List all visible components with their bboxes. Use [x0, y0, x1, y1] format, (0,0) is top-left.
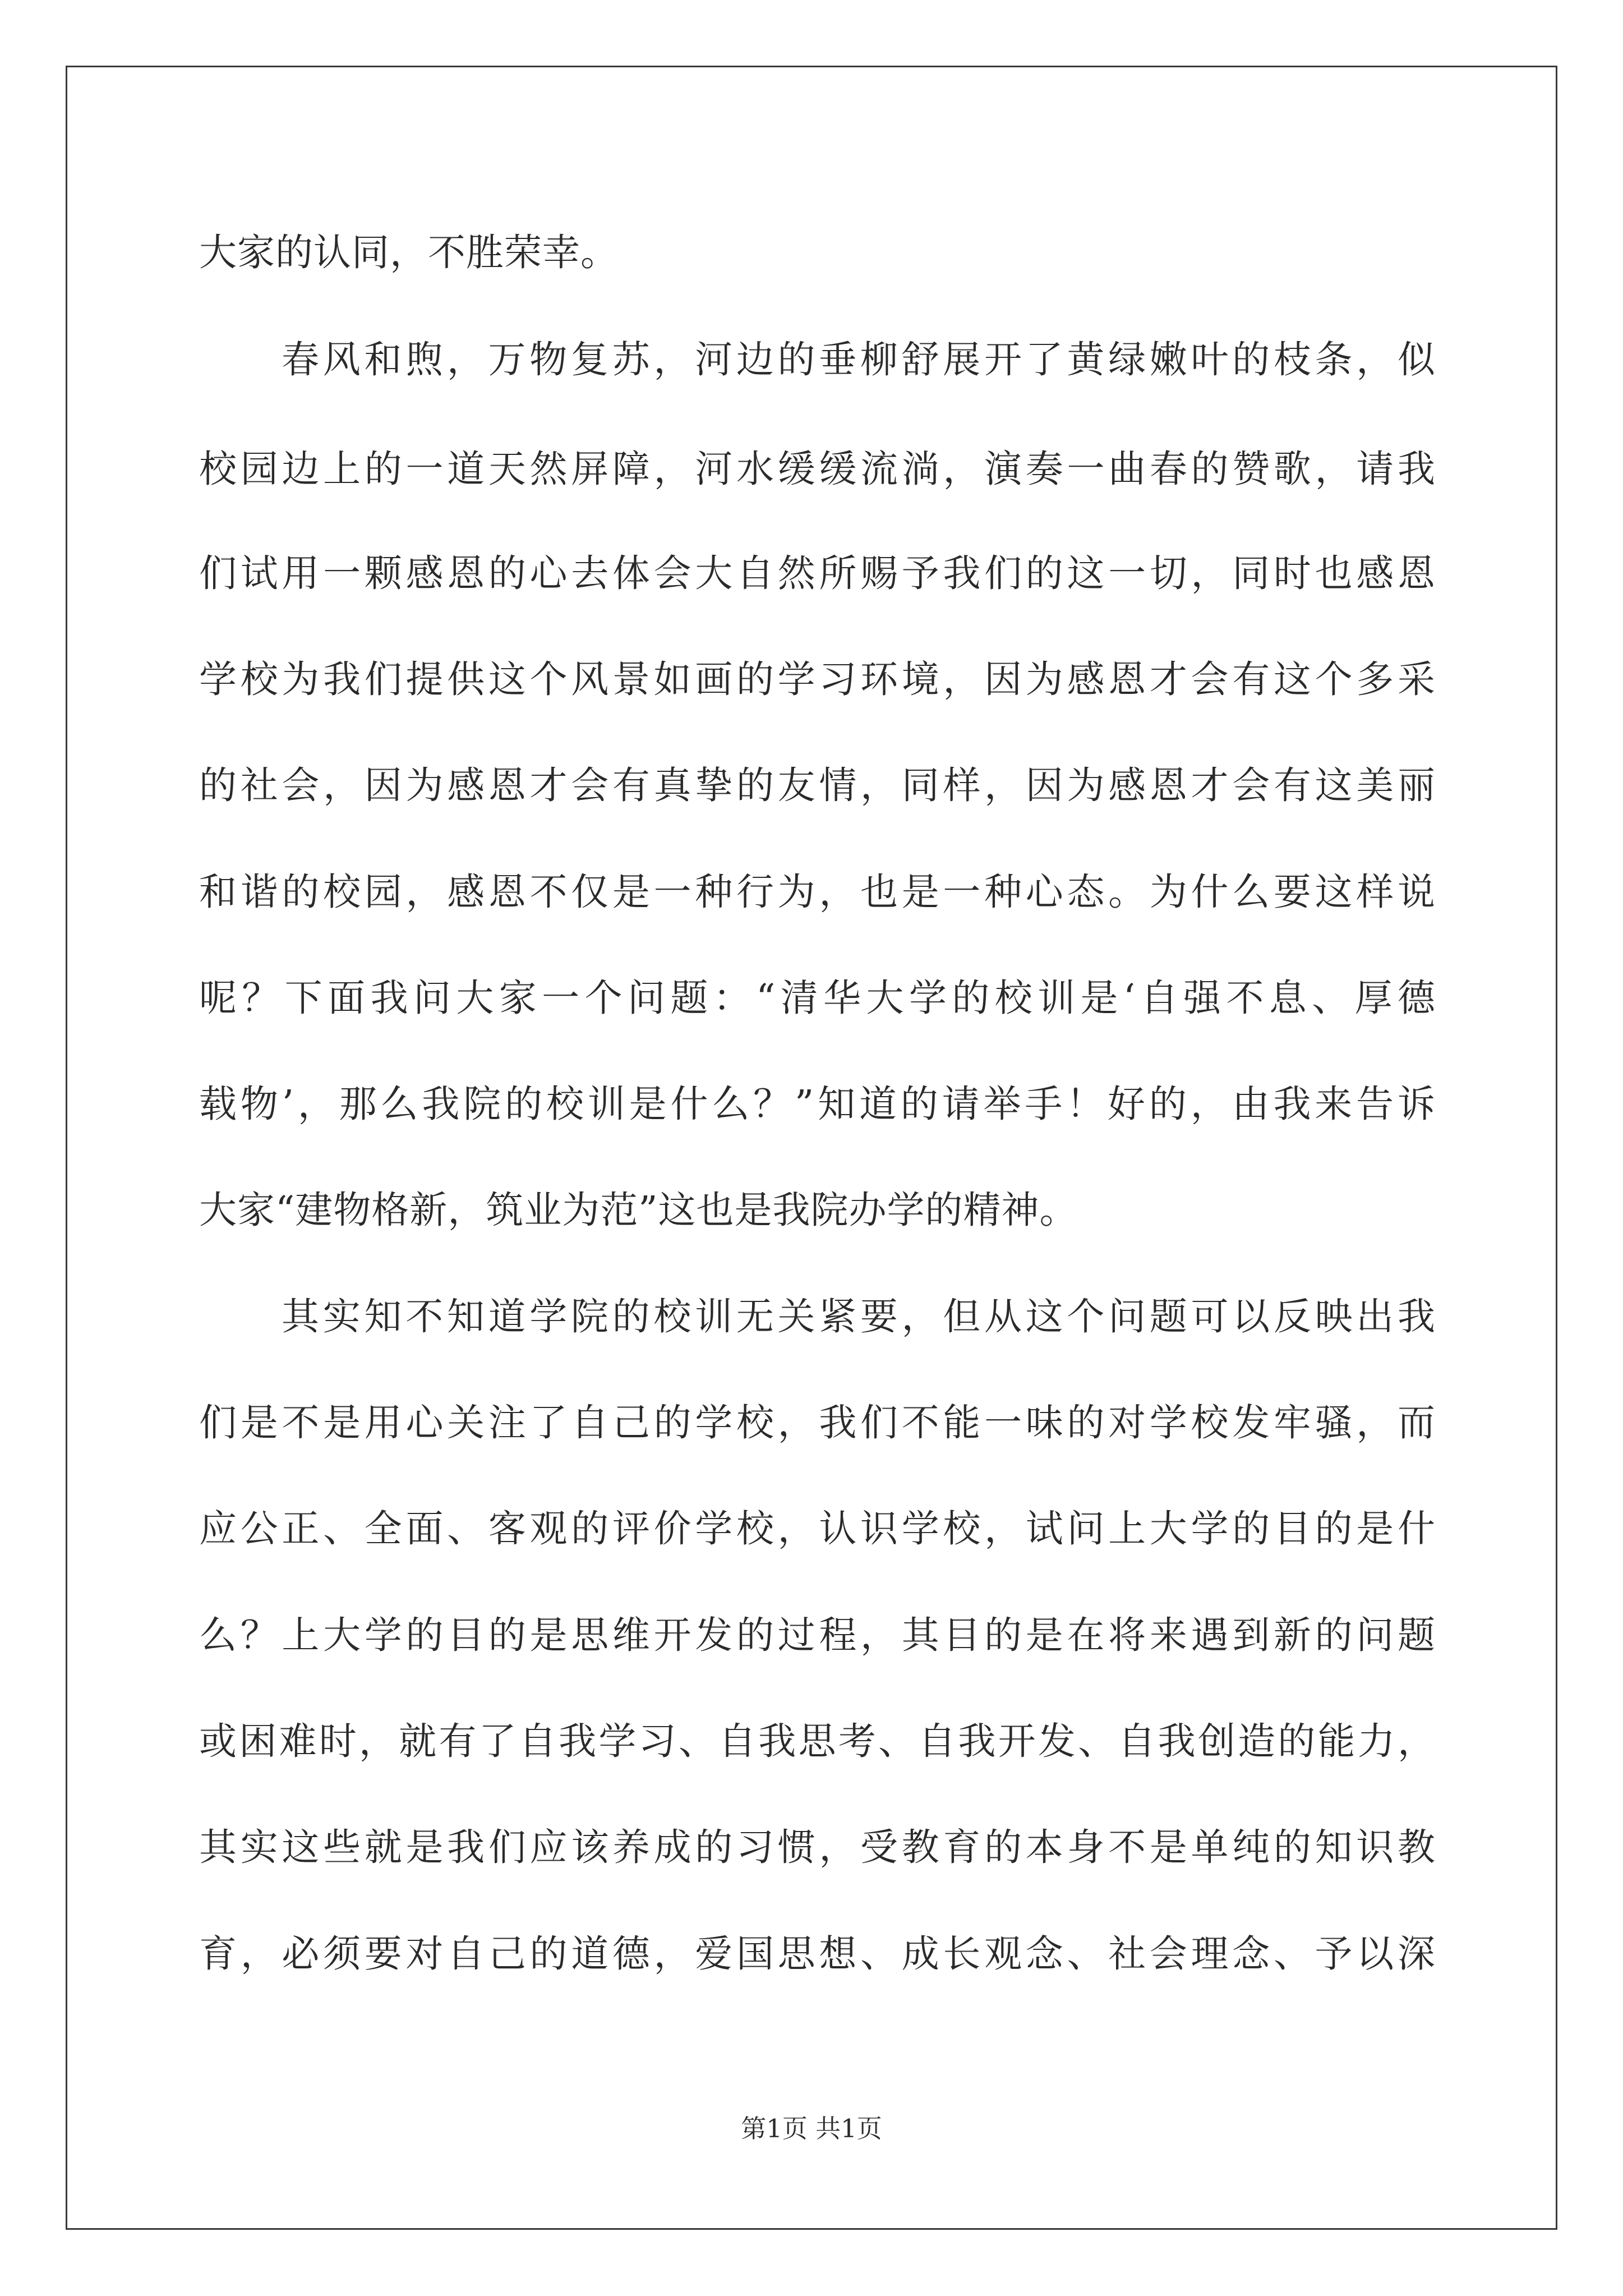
- page-footer: 第1页 共1页: [741, 2114, 882, 2143]
- text-line: 们是不是用心关注了自己的学校，我们不能一味的对学校发牢骚，而: [199, 1401, 1436, 1444]
- text-line: 的社会，因为感恩才会有真挚的友情，同样，因为感恩才会有这美丽: [199, 763, 1436, 807]
- text-line: 或困难时，就有了自我学习、自我思考、自我开发、自我创造的能力，: [199, 1719, 1436, 1763]
- text-line: 校园边上的一道天然屏障，河水缓缓流淌，演奏一曲春的赞歌，请我: [199, 447, 1436, 491]
- text-line: 其实这些就是我们应该养成的习惯，受教育的本身不是单纯的知识教: [199, 1825, 1436, 1869]
- text-line: 呢？下面我问大家一个问题：“清华大学的校训是‘自强不息、厚德: [199, 976, 1436, 1020]
- text-line: 们试用一颗感恩的心去体会大自然所赐予我们的这一切，同时也感恩: [199, 551, 1436, 595]
- text-line: 载物’，那么我院的校训是什么？”知道的请举手！好的，由我来告诉: [199, 1082, 1436, 1126]
- text-line: 学校为我们提供这个风景如画的学习环境，因为感恩才会有这个多采: [199, 657, 1436, 701]
- text-line: 大家的认同，不胜荣幸。: [199, 231, 619, 274]
- text-line: 大家“建物格新，筑业为范”这也是我院办学的精神。: [199, 1188, 1078, 1232]
- text-line: 春风和煦，万物复苏，河边的垂柳舒展开了黄绿嫩叶的枝条，似: [282, 338, 1436, 381]
- text-line: 和谐的校园，感恩不仅是一种行为，也是一种心态。为什么要这样说: [199, 870, 1436, 914]
- text-line: 应公正、全面、客观的评价学校，认识学校，试问上大学的目的是什: [199, 1507, 1436, 1550]
- text-line: 其实知不知道学院的校训无关紧要，但从这个问题可以反映出我: [282, 1295, 1436, 1338]
- text-line: 么？上大学的目的是思维开发的过程，其目的是在将来遇到新的问题: [199, 1613, 1436, 1657]
- text-line: 育，必须要对自己的道德，爱国思想、成长观念、社会理念、予以深: [199, 1932, 1436, 1976]
